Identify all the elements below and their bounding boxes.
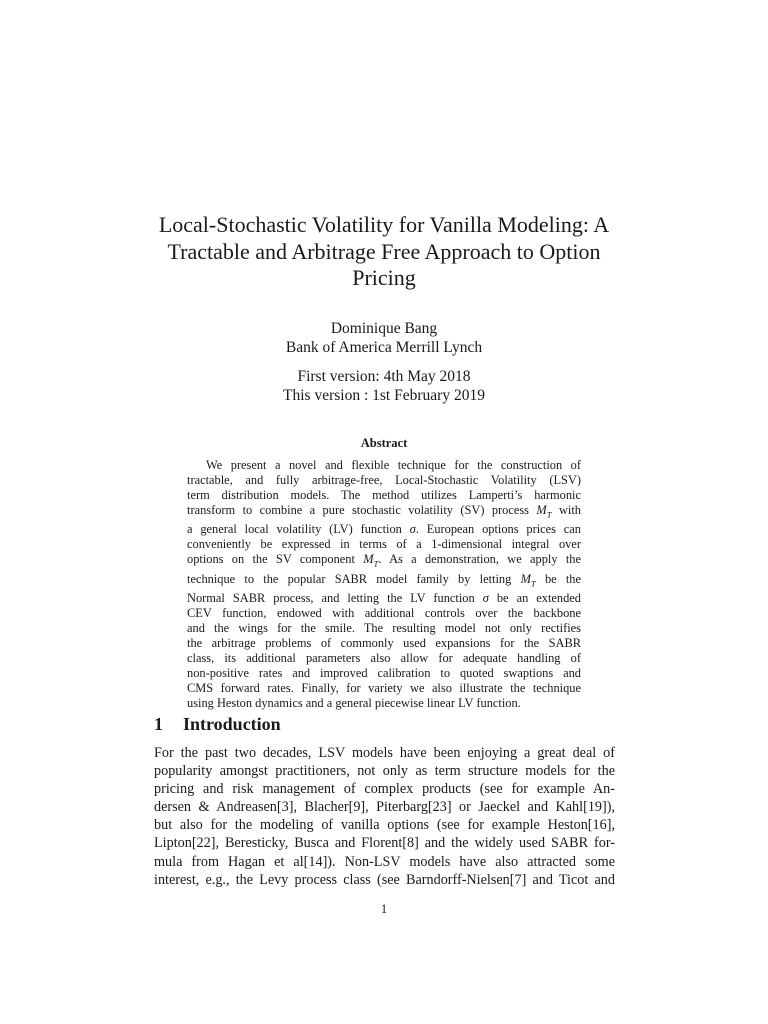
introduction-text [154,744,615,889]
abstract-text [187,458,581,711]
body-line: popularity amongst practitioners, not only as term structure models for the [154,763,615,780]
body-line: mula from Hagan et al[14]). Non-LSV models have also attracted some [154,853,615,870]
abstract-line: a general local volatility (LV) function σ. European options prices can [187,522,581,537]
abstract-line: term distribution models. The method utilizes Lamperti’s harmonic [187,488,581,502]
abstract-line: Normal SABR process, and letting the LV function σ be an extended [187,591,581,606]
title-line: Pricing [352,265,416,290]
abstract-line: We present a novel and flexible technique for the construction of [206,458,581,472]
title-line: Local-Stochastic Volatility for Vanilla Modeling: A [158,212,610,237]
abstract-line: CEV function, endowed with additional controls over the backbone [187,606,581,621]
section-heading [154,713,281,735]
first-version-date: First version: 4th May 2018 [297,368,471,385]
body-line: Lipton[22], Beresticky, Busca and Florent[8] and the widely used SABR for- [154,835,615,852]
paper-title [120,212,648,292]
abstract-line: CMS forward rates. Finally, for variety we also illustrate the technique [187,681,581,696]
author-name: Dominique Bang [330,320,438,337]
abstract-line: options on the SV component $M_T$. As a demonstration, we apply the [187,552,581,569]
section-number: 1 [154,714,163,734]
body-line: pricing and risk management of complex products (see for example An- [154,781,615,798]
body-line: interest, e.g., the Levy process class (see Barndorff-Nielsen[7] and Ticot and [154,871,615,888]
title-line: Tractable and Arbitrage Free Approach to Option [167,238,601,264]
body-line: but also for the modeling of vanilla options (see for example Heston[16], [154,817,615,834]
author-block [120,319,648,357]
abstract-line: transform to combine a pure stochastic volatility (SV) process $M_T$ with [187,503,581,520]
abstract-line: conveniently be expressed in terms of a 1-dimensional integral over [187,537,581,552]
body-line: dersen & Andreasen[3], Blacher[9], Piterbarg[23] or Jaeckel and Kahl[19]), [154,799,615,816]
section-title: Introduction [183,714,281,734]
abstract-heading: Abstract [360,436,408,450]
author-affiliation: Bank of America Merrill Lynch [285,339,483,356]
abstract-line: technique to the popular SABR model family by letting $M_T$ be the [187,571,582,589]
this-version-date: This version : 1st February 2019 [283,387,485,404]
abstract-line: the arbitrage problems of commonly used expansions for the SABR [187,636,581,651]
abstract-line: and the wings for the smile. The resulting model not only rectifies [187,621,581,636]
version-dates [120,367,648,405]
body-line: For the past two decades, LSV models have been enjoying a great deal of [154,745,615,761]
abstract-line: class, its additional parameters also allow for adequate handling of [187,651,581,666]
abstract-line: using Heston dynamics and a general piecewise linear LV function. [187,696,521,711]
page-number: 1 [380,902,388,916]
abstract-line: tractable, and fully arbitrage-free, Local-Stochastic Volatility (LSV) [187,473,581,487]
abstract-line: non-positive rates and improved calibration to quoted swaptions and [187,666,581,681]
